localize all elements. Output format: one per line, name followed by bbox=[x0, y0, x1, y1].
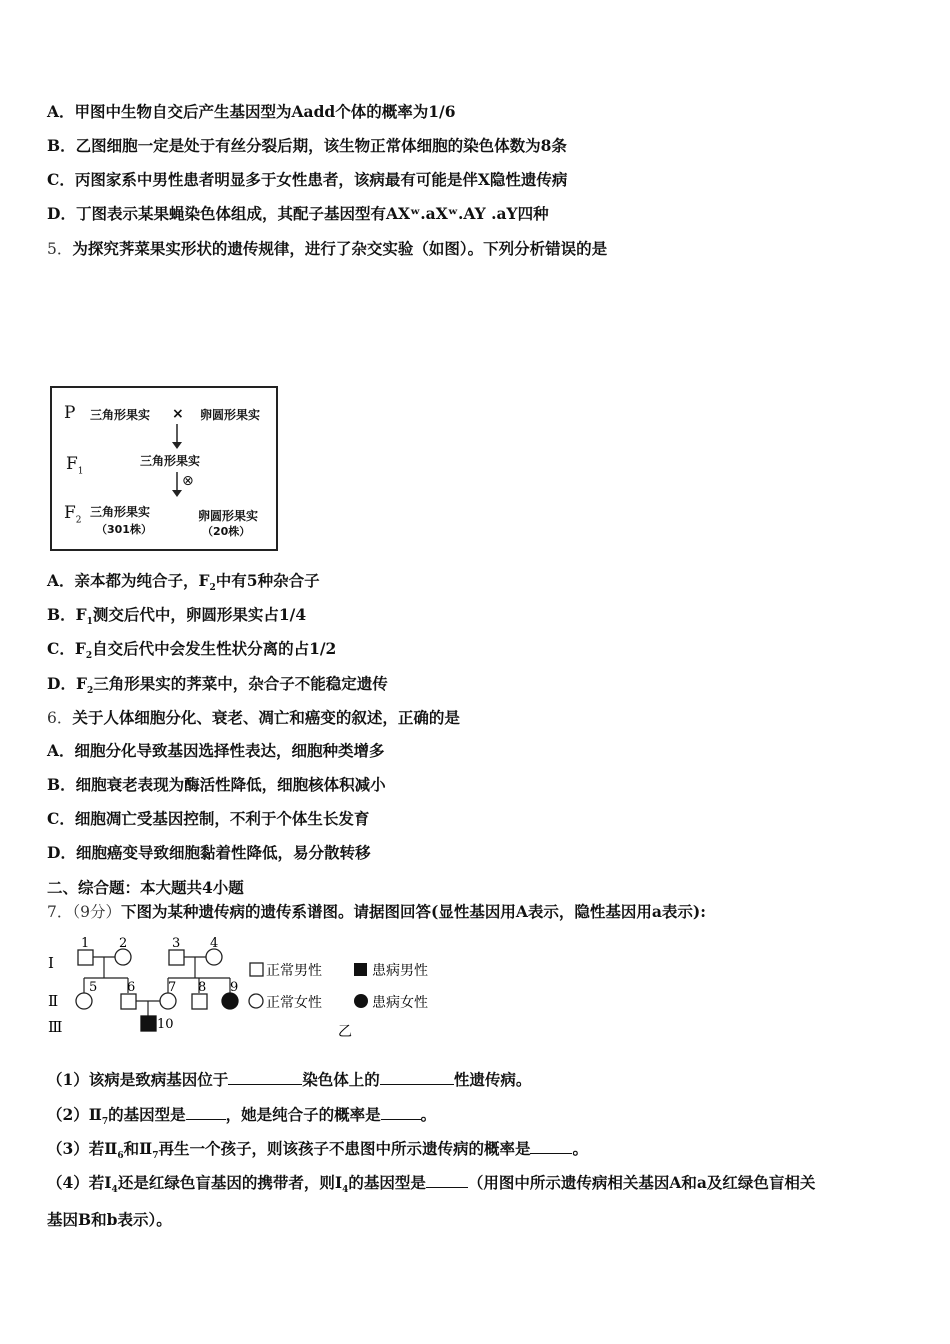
q7-sub-2: $(2)Ⅱ_7$的基因型是 ，她是纯合子的概率是 。 bbox=[47, 1105, 437, 1128]
p-right-phenotype: 卵圆形果实 bbox=[200, 408, 261, 422]
individual-8-normal-male bbox=[192, 994, 207, 1009]
q6-option-b: B．细胞衰老表现为酶活性降低，细胞核体积减小 bbox=[47, 775, 386, 794]
answer-blank[interactable] bbox=[381, 1105, 421, 1120]
legend-affected-female-icon bbox=[354, 994, 368, 1008]
individual-7-normal-female bbox=[160, 993, 176, 1009]
q4-option-b: B．乙图细胞一定是处于有丝分裂后期，该生物正常体细胞的染色体数为8条 bbox=[47, 136, 567, 155]
q7-sub-4-continued: 基因B和b表示）。 bbox=[47, 1210, 172, 1229]
q4-option-a: A．甲图中生物自交后产生基因型为Aadd个体的概率为1/6 bbox=[47, 102, 456, 121]
legend-normal-female: 正常女性 bbox=[266, 995, 322, 1011]
generation-label: Ⅰ bbox=[48, 954, 54, 972]
q5-option-d: D．$F_2$三角形果实的荠菜中，杂合子不能稳定遗传 bbox=[47, 674, 388, 697]
answer-blank[interactable] bbox=[380, 1070, 454, 1085]
q7-points: （9分） bbox=[72, 903, 121, 921]
individual-number: 9 bbox=[230, 980, 239, 995]
answer-blank[interactable] bbox=[426, 1173, 468, 1188]
q5-stem bbox=[47, 238, 607, 260]
individual-number: 8 bbox=[198, 980, 207, 995]
cross-diagram bbox=[50, 386, 278, 551]
section-heading: 二、综合题：本大题共4小题 bbox=[47, 878, 244, 897]
individual-3-normal-male bbox=[169, 950, 184, 965]
legend-affected-female: 患病女性 bbox=[372, 995, 428, 1011]
individual-2-normal-female bbox=[115, 949, 131, 965]
q4-option-c: C．丙图家系中男性患者明显多于女性患者，该病最有可能是伴X隐性遗传病 bbox=[47, 170, 568, 189]
q5-stem-text: 为探究荠菜果实形状的遗传规律，进行了杂交实验（如图）。下列分析错误的是 bbox=[72, 239, 608, 258]
individual-6-normal-male bbox=[121, 994, 136, 1009]
individual-number: 2 bbox=[119, 936, 128, 951]
legend-affected-male-icon bbox=[354, 963, 367, 976]
q6-stem-text: 关于人体细胞分化、衰老、凋亡和癌变的叙述，正确的是 bbox=[72, 708, 460, 727]
q5-option-a: A．亲本都为纯合子，$F_2$中有5种杂合子 bbox=[47, 571, 320, 594]
q7-number: 7． bbox=[47, 903, 73, 921]
pedigree-chart bbox=[44, 932, 464, 1044]
f2-left-phenotype: 三角形果实 bbox=[90, 505, 151, 519]
self-cross-icon: ⊗ bbox=[182, 473, 194, 489]
answer-blank[interactable] bbox=[228, 1070, 302, 1085]
individual-number: 1 bbox=[81, 936, 90, 951]
individual-number: 10 bbox=[157, 1017, 174, 1032]
f2-right-phenotype: 卵圆形果实 bbox=[198, 509, 259, 523]
individual-number: 7 bbox=[168, 980, 177, 995]
f2-label: $F_2$ bbox=[64, 503, 82, 526]
f2-right-count: （20株） bbox=[202, 525, 251, 538]
legend-normal-female-icon bbox=[249, 994, 263, 1008]
q6-option-d: D．细胞癌变导致细胞黏着性降低，易分散转移 bbox=[47, 843, 371, 862]
figure-label: 乙 bbox=[338, 1024, 352, 1040]
f1-label: $F_1$ bbox=[66, 454, 84, 477]
q6-stem bbox=[47, 707, 460, 729]
cross-symbol: × bbox=[172, 406, 184, 422]
generation-label: Ⅲ bbox=[48, 1018, 63, 1036]
legend-affected-male: 患病男性 bbox=[372, 963, 428, 979]
arrow-down-icon bbox=[170, 424, 184, 450]
individual-number: 3 bbox=[172, 936, 181, 951]
individual-number: 6 bbox=[127, 980, 136, 995]
individual-5-normal-female bbox=[76, 993, 92, 1009]
q6-option-c: C．细胞凋亡受基因控制，不利于个体生长发育 bbox=[47, 809, 370, 828]
legend-normal-male-icon bbox=[250, 963, 263, 976]
p-left-phenotype: 三角形果实 bbox=[90, 408, 151, 422]
individual-9-affected-female bbox=[222, 993, 238, 1009]
individual-4-normal-female bbox=[206, 949, 222, 965]
q7-sub-1: （1）该病是致病基因位于 染色体上的 性遗传病。 bbox=[47, 1070, 532, 1089]
q6-number: 6． bbox=[47, 709, 73, 727]
q7-stem-text: 下图为某种遗传病的遗传系谱图。请据图回答(显性基因用A表示，隐性基因用a表示): bbox=[121, 902, 706, 921]
answer-blank[interactable] bbox=[186, 1105, 226, 1120]
q7-sub-4: （4）若$I_4$还是红绿色盲基因的携带者，则$I_4$的基因型是 （用图中所示遗传病相关基因A和a及红绿色盲相关 bbox=[47, 1173, 816, 1196]
q4-option-d: D．丁图表示某果蝇染色体组成，其配子基因型有AXʷ.aXʷ.AY .aY四种 bbox=[47, 204, 549, 223]
q5-option-c: C．$F_2$自交后代中会发生性状分离的占1/2 bbox=[47, 639, 337, 662]
f1-phenotype: 三角形果实 bbox=[140, 454, 201, 468]
q7-sub-3: （3）若$Ⅱ_6$和$Ⅱ_7$再生一个孩子，则该孩子不患图中所示遗传病的概率是 。 bbox=[47, 1139, 588, 1162]
individual-10-affected-male bbox=[141, 1016, 156, 1031]
q5-option-b: B．$F_1$测交后代中，卵圆形果实占1/4 bbox=[47, 605, 307, 628]
individual-number: 4 bbox=[210, 936, 219, 951]
individual-number: 5 bbox=[89, 980, 98, 995]
f2-left-count: （301株） bbox=[96, 523, 152, 536]
individual-1-normal-male bbox=[78, 950, 93, 965]
q7-stem bbox=[47, 901, 897, 923]
q5-number: 5． bbox=[47, 240, 73, 258]
p-label: P bbox=[64, 403, 76, 423]
answer-blank[interactable] bbox=[530, 1139, 572, 1154]
generation-label: Ⅱ bbox=[48, 992, 59, 1010]
q6-option-a: A．细胞分化导致基因选择性表达，细胞种类增多 bbox=[47, 741, 385, 760]
legend-normal-male: 正常男性 bbox=[266, 963, 322, 979]
